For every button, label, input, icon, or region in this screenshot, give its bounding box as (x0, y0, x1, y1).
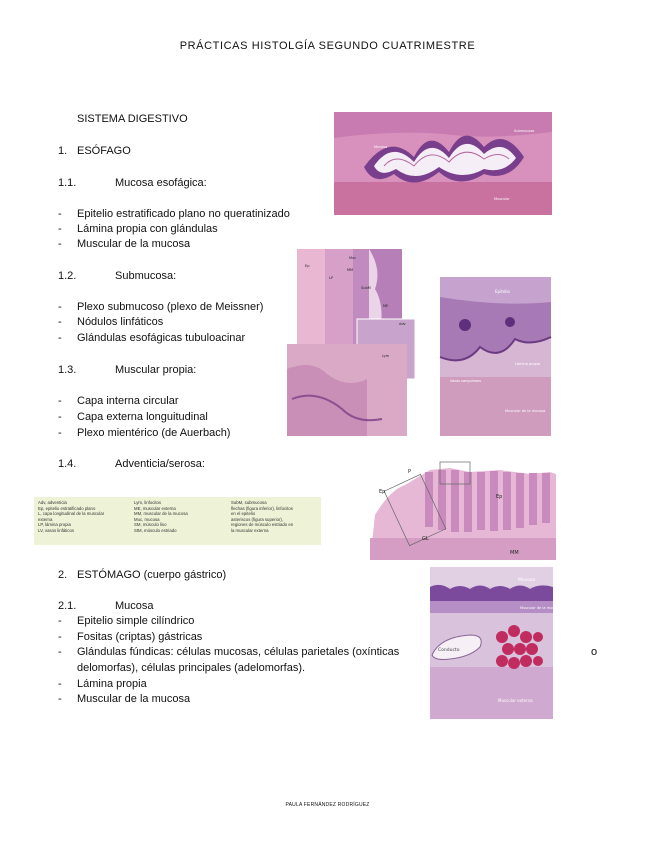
legend-entry: en el epitelio (231, 511, 256, 517)
list-item: Capa externa longuitudinal (77, 411, 208, 423)
image-label: Muc (349, 256, 357, 260)
bullet-dash: - (58, 615, 62, 627)
list-item: Lámina propia con glándulas (77, 223, 218, 235)
legend-entry: Muc, mucosa (134, 516, 160, 522)
heading-1-number: 1. (58, 145, 68, 157)
legend-entry: ME, muscular externa (134, 505, 176, 511)
image-label: Vasos sanguíneos (450, 379, 482, 383)
list-item: Nódulos linfáticos (77, 316, 164, 328)
heading-1-3-number: 1.3. (58, 364, 77, 376)
bullet-dash: - (58, 238, 62, 250)
image-label: Muscular de la mucosa (520, 606, 561, 610)
legend-entry: LV, vasos linfáticos (38, 527, 75, 533)
list-item: Lámina propia (77, 678, 147, 690)
bullet-dash: - (58, 693, 62, 705)
list-item: Muscular de la mucosa (77, 238, 191, 250)
heading-2-title: ESTÓMAGO (cuerpo gástrico) (77, 569, 227, 581)
heading-2-number: 2. (58, 569, 68, 581)
legend-entry: Adv, adventicia (38, 500, 67, 505)
heading-2-1-title: Mucosa (115, 600, 154, 612)
legend-entry: StM, músculo estriado (134, 527, 177, 533)
list-item: Epitelio simple cilíndrico (77, 615, 195, 627)
image-label: MM (347, 268, 354, 272)
list-item: Epitelio estratificado plano no queratinizado (77, 208, 290, 220)
image-label: Muscular de la mucosa (505, 409, 546, 413)
bullet-dash: - (58, 301, 62, 313)
bullet-dash: - (58, 427, 62, 439)
heading-2-1-number: 2.1. (58, 600, 77, 612)
bullet-dash: - (58, 631, 62, 643)
image-label: Lym (382, 354, 390, 358)
bullet-dash: - (58, 208, 62, 220)
image-label: Ep (379, 489, 386, 495)
image-label: P (408, 469, 412, 475)
list-item: Muscular de la mucosa (77, 693, 191, 705)
legend-column-3 (231, 500, 293, 534)
legend-column-1 (38, 500, 104, 534)
page-footer: PAULA FERNÁNDEZ RODRÍGUEZ (285, 802, 370, 808)
image-label: Ep (496, 494, 503, 500)
image-label: Mucosa (518, 578, 536, 583)
image-label: LP (329, 276, 334, 280)
list-item: Capa interna circular (77, 395, 179, 407)
list-item: Plexo submucoso (plexo de Meissner) (77, 301, 264, 313)
bullet-dash: - (58, 223, 62, 235)
legend-entry: asteriscos (figura superior), (231, 516, 284, 522)
image-label: Muscular externa (498, 698, 533, 703)
legend-entry: externa (38, 516, 53, 522)
heading-1-2-title: Submucosa: (115, 270, 177, 282)
image-label: Mucosa (374, 145, 388, 149)
image-label: Lámina propia (515, 362, 541, 366)
image-label: ME (383, 304, 389, 308)
bullet-dash: - (58, 395, 62, 407)
gastric-mucosa-image (430, 567, 561, 719)
image-label: MM (510, 550, 519, 556)
legend-entry: L, capa longitudinal de la muscular (38, 511, 105, 517)
esophagus-cross-section-image (334, 112, 552, 215)
image-label: Muscular (494, 197, 510, 201)
heading-1-4-title: Adventicia/serosa: (115, 458, 205, 470)
esophagus-wall-composite-image (287, 249, 421, 436)
heading-1-1-number: 1.1. (58, 177, 77, 189)
bullet-dash: - (58, 316, 62, 328)
image-label: Adv (399, 322, 406, 326)
list-item-continuation: delomorfas), células principales (adelomorfas). (77, 662, 306, 674)
heading-1-1-title: Mucosa esofágica: (115, 177, 207, 189)
image-label: Ep (305, 264, 310, 268)
legend-entry: la muscular externa (231, 527, 269, 533)
list-item: Plexo mientérico (de Auerbach) (77, 427, 231, 439)
bullet-dash: - (58, 411, 62, 423)
heading-1-2-number: 1.2. (58, 270, 77, 282)
image-label: Epitelio (495, 289, 510, 294)
list-item: Glándulas esofágicas tubuloacinar (77, 332, 246, 344)
section-title: SISTEMA DIGESTIVO (77, 113, 188, 125)
legend-entry: LP, lámina propia (38, 522, 71, 528)
legend-entry: SubM, submucosa (231, 500, 267, 505)
list-item: Fositas (criptas) gástricas (77, 631, 203, 643)
trailing-text: o (591, 646, 598, 658)
image-label: SubM (361, 286, 371, 290)
image-label: GL (422, 536, 429, 542)
legend-entry: SM, músculo liso (134, 522, 167, 528)
bullet-dash: - (58, 678, 62, 690)
legend-entry: regiones de músculo estriado en (231, 522, 294, 528)
esophageal-glands-image (370, 460, 556, 560)
legend-entry: MM, muscular de la mucosa (134, 511, 188, 517)
legend-entry: Lym, linfocitos (134, 500, 162, 505)
list-item: Glándulas fúndicas: células mucosas, células parietales (oxínticas (77, 646, 400, 658)
heading-1-4-number: 1.4. (58, 458, 77, 470)
image-label: Conducto (438, 648, 460, 653)
heading-1-title: ESÓFAGO (77, 145, 131, 157)
heading-1-3-title: Muscular propia: (115, 364, 197, 376)
bullet-dash: - (58, 646, 62, 658)
image-label: Submucosa (514, 129, 535, 133)
legend-entry: Ep, epitelio estratificado plano (38, 505, 96, 511)
page-header: PRÁCTICAS HISTOLGÍA SEGUNDO CUATRIMESTRE (179, 40, 476, 52)
figure-legend (34, 497, 321, 545)
stratified-epithelium-image (440, 277, 551, 436)
legend-entry: flechas (figura inferior), linfocitos (231, 505, 293, 511)
bullet-dash: - (58, 332, 62, 344)
legend-column-2 (134, 500, 188, 534)
